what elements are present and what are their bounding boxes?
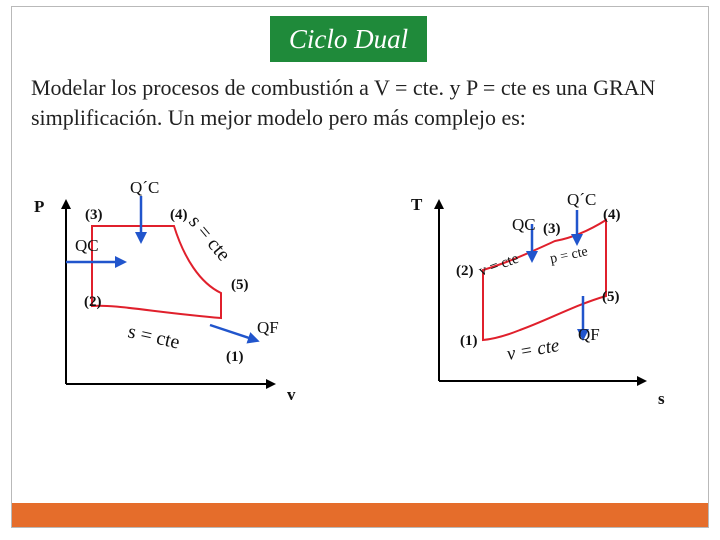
pv-state-3: (3): [85, 207, 103, 223]
ts-diagram: [411, 190, 665, 408]
ts-state-2: (2): [456, 263, 474, 279]
ts-y-axis-label: T: [411, 195, 423, 214]
ts-state-3: (3): [543, 221, 561, 237]
pv-isentrope-bottom-label: s = cte: [125, 320, 182, 354]
ts-state-1: (1): [460, 333, 478, 349]
pv-qf-label: QF: [257, 318, 279, 337]
ts-isochore-mid-label: v = cte: [476, 250, 521, 280]
pv-diagram: [34, 178, 296, 404]
pv-isentrope-top-label: s = cte: [184, 211, 235, 266]
ts-state-5: (5): [602, 289, 620, 305]
pv-state-2: (2): [84, 294, 102, 310]
ts-state-4: (4): [603, 207, 621, 223]
ts-isochore-bottom-label: v = cte: [505, 335, 561, 365]
pv-qc-prime-label: Q´C: [130, 178, 160, 197]
intro-text: Modelar los procesos de combustión a V = cte. y P = cte es una GRAN simplificación. Un mejor modelo pero más complejo es:: [31, 75, 656, 130]
pv-qf-arrow: [210, 325, 255, 340]
ts-qc-prime-label: Q´C: [567, 190, 597, 209]
pv-state-4: (4): [170, 207, 188, 223]
ts-qc-label: QC: [512, 215, 536, 234]
ts-qf-label: QF: [578, 325, 600, 344]
footer-accent-bar: [12, 503, 708, 527]
slide-title: Ciclo Dual: [270, 16, 427, 62]
ts-cycle-curve: [483, 220, 606, 340]
ts-isobar-label: p = cte: [548, 244, 590, 267]
pv-state-5: (5): [231, 277, 249, 293]
pv-x-axis-label: v: [287, 385, 296, 404]
pv-state-1: (1): [226, 349, 244, 365]
pv-qc-label: QC: [75, 236, 99, 255]
pv-y-axis-label: P: [34, 197, 45, 216]
ts-x-axis-label: s: [658, 389, 665, 408]
